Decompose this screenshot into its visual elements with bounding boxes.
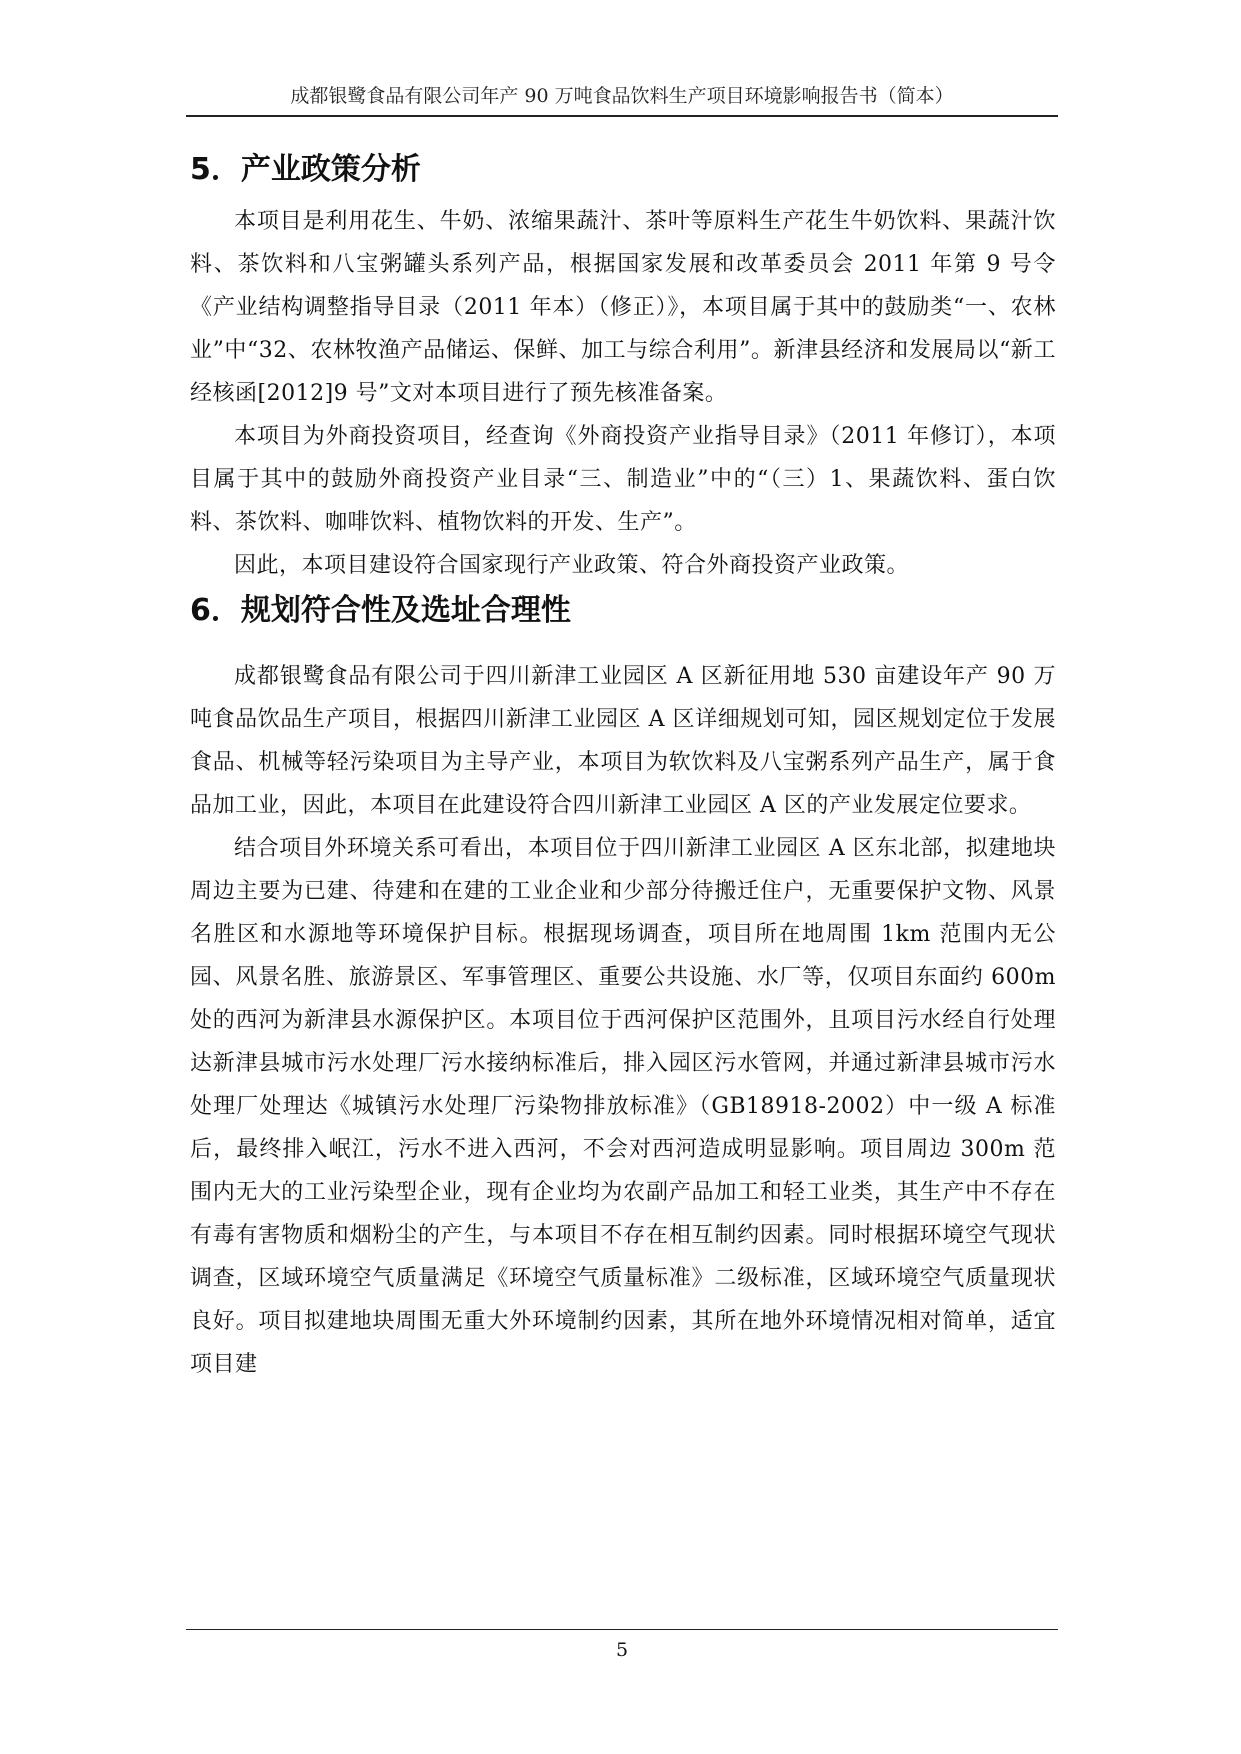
footer-divider bbox=[186, 1629, 1058, 1630]
page-number: 5 bbox=[615, 1639, 629, 1661]
section-heading-planning-site: 6．规划符合性及选址合理性 bbox=[190, 593, 571, 628]
document-body bbox=[190, 148, 1056, 1386]
section-heading-industrial-policy: 5．产业政策分析 bbox=[190, 152, 421, 187]
paragraph-planning-2: 结合项目外环境关系可看出，本项目位于四川新津工业园区 A 区东北部，拟建地块周边主要为已建、待建和在建的工业企业和少部分待搬迁住户，无重要保护文物、风景名胜区和水源地等环境保护目标。根据现场调查，项目所在地周围 1km 范围内无公园、风景名胜、旅游景区、军事管理区、重要公共设施、水厂等，仅项目东面约 600m 处的西河为新津县水源保护区。本项目位于西河保护区范围外，且项目污水经自行处理达新津县城市污水处理厂污水接纳标准后，排入园区污水管网，并通过新津县城市污水处理厂处理达《城镇污水处理厂污染物排放标准》（GB18918-2002）中一级 A 标准后，最终排入岷江，污水不进入西河，不会对西河造成明显影响。项目周边 300m 范围内无大的工业污染型企业，现有企业均为农副产品加工和轻工业类，其生产中不存在有毒有害物质和烟粉尘的产生，与本项目不存在相互制约因素。同时根据环境空气现状调查，区域环境空气质量满足《环境空气质量标准》二级标准，区域环境空气质量现状良好。项目拟建地块周围无重大外环境制约因素，其所在地外环境情况相对简单，适宜项目建 bbox=[190, 836, 1056, 1377]
paragraph-policy-2: 本项目为外商投资项目，经查询《外商投资产业指导目录》（2011 年修订），本项目属于其中的鼓励外商投资产业目录“三、制造业”中的“（三）1、果蔬饮料、蛋白饮料、茶饮料、咖啡饮料、植物饮料的开发、生产”。 bbox=[190, 424, 1056, 535]
page-header: 成都银鹭食品有限公司年产 90 万吨食品饮料生产项目环境影响报告书（简本） bbox=[290, 85, 954, 107]
paragraph-policy-1: 本项目是利用花生、牛奶、浓缩果蔬汁、茶叶等原料生产花生牛奶饮料、果蔬汁饮料、茶饮料和八宝粥罐头系列产品，根据国家发展和改革委员会 2011 年第 9 号令《产业结构调整指导目录（2011 年本）（修正）》，本项目属于其中的鼓励类“一、农林业”中“32、农林牧渔产品储运、保鲜、加工与综合利用”。新津县经济和发展局以“新工经核函[2012]9 号”文对本项目进行了预先核准备案。 bbox=[190, 209, 1056, 406]
header-divider bbox=[186, 115, 1058, 117]
paragraph-policy-3: 因此，本项目建设符合国家现行产业政策、符合外商投资产业政策。 bbox=[234, 553, 910, 578]
paragraph-planning-1: 成都银鹭食品有限公司于四川新津工业园区 A 区新征用地 530 亩建设年产 90 万吨食品饮品生产项目，根据四川新津工业园区 A 区详细规划可知，园区规划定位于发展食品、机械等轻污染项目为主导产业，本项目为软饮料及八宝粥系列产品生产，属于食品加工业，因此，本项目在此建设符合四川新津工业园区 A 区的产业发展定位要求。 bbox=[190, 664, 1056, 818]
